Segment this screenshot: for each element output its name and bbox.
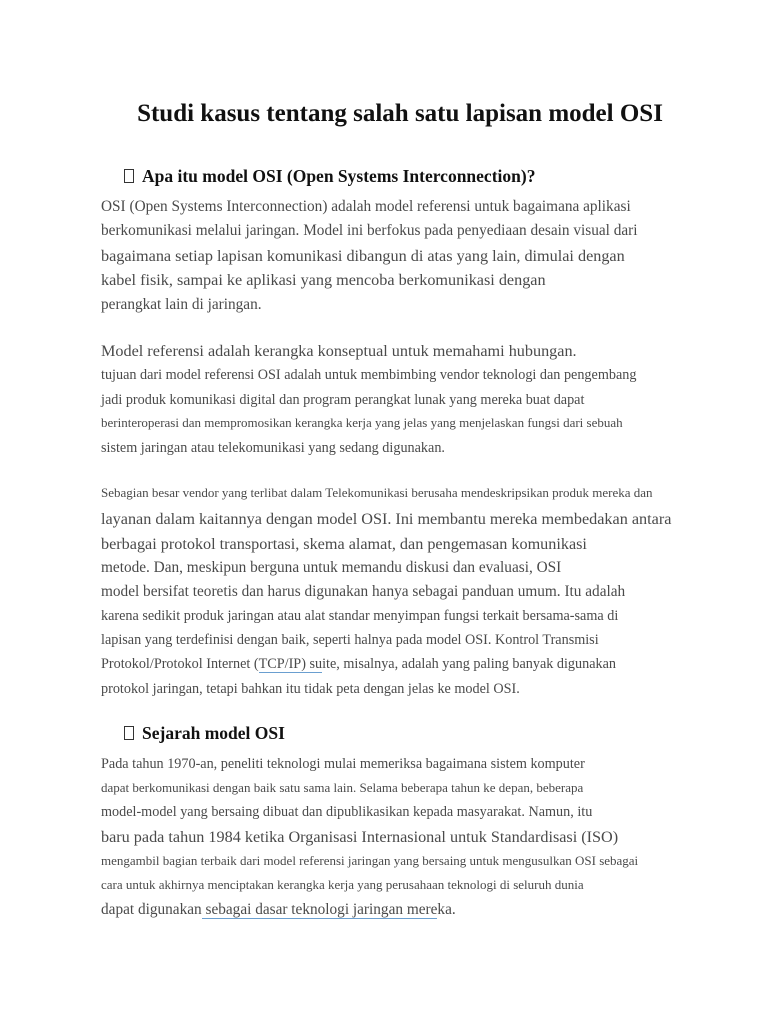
paragraph-line: lapisan yang terdefinisi dengan baik, seperti halnya pada model OSI. Kontrol Transmisi <box>101 632 599 648</box>
text-segment: ka. <box>437 901 456 918</box>
paragraph-line: metode. Dan, meskipun berguna untuk memandu diskusi dan evaluasi, OSI <box>101 559 562 576</box>
paragraph-line: berinteroperasi dan mempromosikan kerangka kerja yang jelas yang menjelaskan fungsi dari sebuah <box>101 415 623 430</box>
paragraph-line: bagaimana setiap lapisan komunikasi dibangun di atas yang lain, dimulai dengan <box>101 247 625 265</box>
paragraph-line <box>101 899 456 921</box>
paragraph-line: mengambil bagian terbaik dari model referensi jaringan yang bersaing untuk mengusulkan OSI sebagai <box>101 853 639 868</box>
paragraph-line: Pada tahun 1970-an, peneliti teknologi mulai memeriksa bagaimana sistem komputer <box>101 756 585 772</box>
text-segment: dapat digunakan <box>101 901 202 918</box>
paragraph-line: sistem jaringan atau telekomunikasi yang sedang digunakan. <box>101 440 445 456</box>
paragraph-line: Sebagian besar vendor yang terlibat dalam Telekomunikasi berusaha mendeskripsikan produk mereka dan <box>101 485 653 500</box>
text-segment: Protokol/Protokol Internet ( <box>101 656 259 672</box>
paragraph-line: layanan dalam kaitannya dengan model OSI. Ini membantu mereka membedakan antara <box>101 510 672 528</box>
section-heading-text: Sejarah model OSI <box>142 723 285 743</box>
section-heading-history <box>124 721 285 745</box>
missing-glyph-icon <box>124 726 134 740</box>
document-title: Studi kasus tentang salah satu lapisan model OSI <box>137 100 663 127</box>
paragraph-line: berkomunikasi melalui jaringan. Model ini berfokus pada penyediaan desain visual dari <box>101 222 638 239</box>
tcp-ip-link[interactable]: TCP/IP) su <box>258 656 323 672</box>
paragraph-line: cara untuk akhirnya menciptakan kerangka kerja yang perusahaan teknologi di seluruh dunia <box>101 877 584 892</box>
technology-basis-link[interactable]: sebagai dasar teknologi jaringan mere <box>201 901 438 918</box>
paragraph-line: tujuan dari model referensi OSI adalah untuk membimbing vendor teknologi dan pengembang <box>101 367 637 383</box>
paragraph-line: model-model yang bersaing dibuat dan dipublikasikan kepada masyarakat. Namun, itu <box>101 804 593 820</box>
paragraph-line: karena sedikit produk jaringan atau alat standar menyimpan fungsi terkait bersama-sama di <box>101 608 619 624</box>
paragraph-line: protokol jaringan, tetapi bahkan itu tidak peta dengan jelas ke model OSI. <box>101 681 520 697</box>
paragraph-line: dapat berkomunikasi dengan baik satu sama lain. Selama beberapa tahun ke depan, beberapa <box>101 780 584 795</box>
paragraph-line: kabel fisik, sampai ke aplikasi yang mencoba berkomunikasi dengan <box>101 271 546 289</box>
paragraph-line: baru pada tahun 1984 ketika Organisasi Internasional untuk Standardisasi (ISO) <box>101 828 619 846</box>
paragraph-line: model bersifat teoretis dan harus digunakan hanya sebagai panduan umum. Itu adalah <box>101 583 626 600</box>
paragraph-line: berbagai protokol transportasi, skema alamat, dan pengemasan komunikasi <box>101 535 587 553</box>
section-heading-text: Apa itu model OSI (Open Systems Interconnection)? <box>142 166 536 186</box>
paragraph-line: jadi produk komunikasi digital dan program perangkat lunak yang mereka buat dapat <box>101 392 585 408</box>
paragraph-line: OSI (Open Systems Interconnection) adalah model referensi untuk bagaimana aplikasi <box>101 198 631 215</box>
section-heading-osi <box>124 164 535 188</box>
missing-glyph-icon <box>124 169 134 183</box>
paragraph-line: Model referensi adalah kerangka konseptual untuk memahami hubungan. <box>101 342 577 360</box>
paragraph-line: perangkat lain di jaringan. <box>101 296 262 313</box>
text-segment: ite, misalnya, adalah yang paling banyak digunakan <box>322 656 616 672</box>
paragraph-line <box>101 653 616 675</box>
